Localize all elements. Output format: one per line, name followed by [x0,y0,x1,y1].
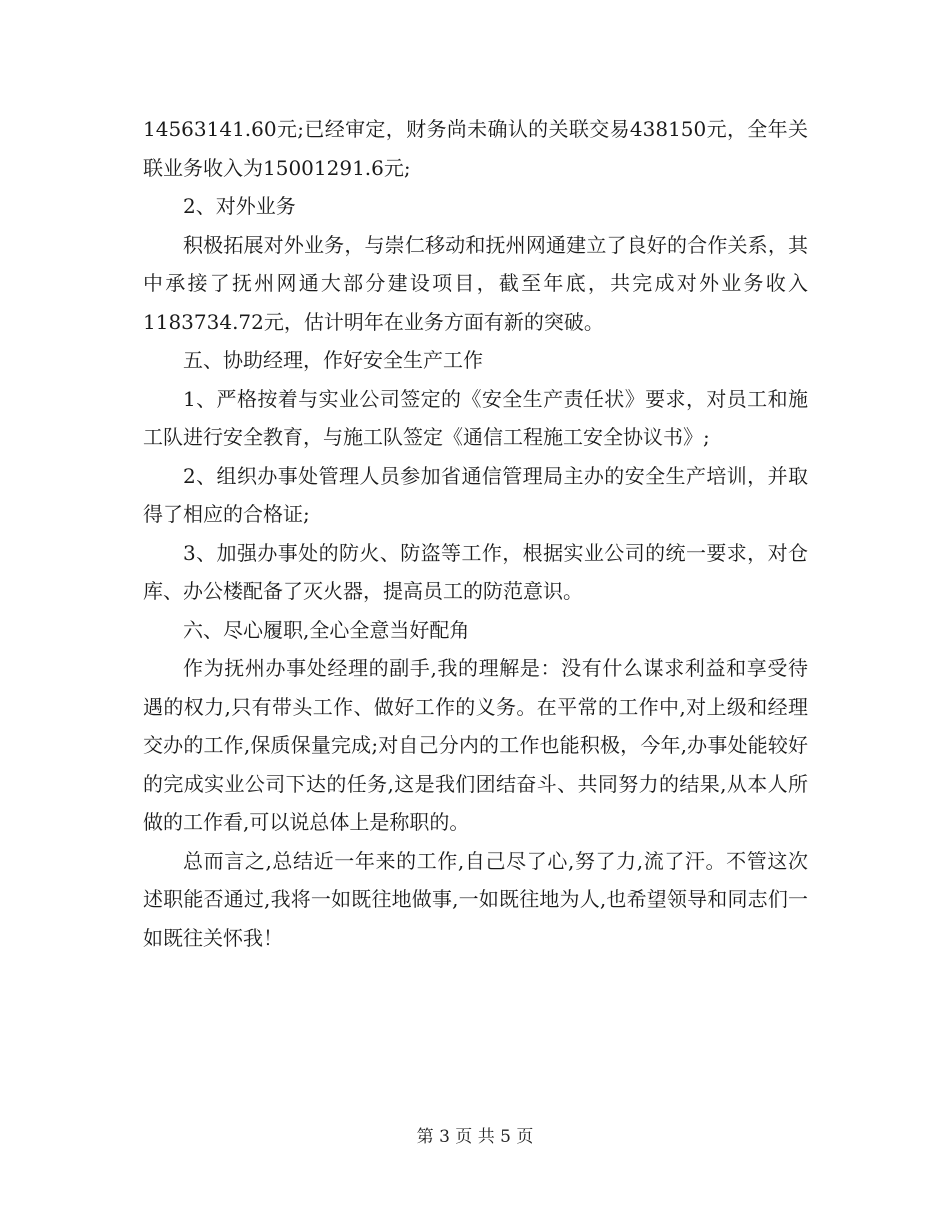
paragraph-conclusion: 总而言之,总结近一年来的工作,自己尽了心,努了力,流了汗。不管这次述职能否通过,我将一如既往地做事,一如既往地为人,也希望领导和同志们一如既往关怀我！ [143,848,808,950]
subheading-external-business: 2、对外业务 [183,194,296,218]
paragraph-continuation: 14563141.60元;已经审定，财务尚未确认的关联交易438150元，全年关联业务收入为15001291.6元; [143,117,808,180]
document-body [143,110,808,957]
paragraph-safety-1: 1、严格按着与实业公司签定的《安全生产责任状》要求，对员工和施工队进行安全教育，与施工队签定《通信工程施工安全协议书》; [143,386,808,449]
heading-duty: 六、尽心履职,全心全意当好配角 [183,617,470,642]
paragraph-external-business: 积极拓展对外业务，与崇仁移动和抚州网通建立了良好的合作关系，其中承接了抚州网通大部分建设项目，截至年底，共完成对外业务收入1183734.72元，估计明年在业务方面有新的突破。 [143,232,808,334]
paragraph-safety-3: 3、加强办事处的防火、防盗等工作，根据实业公司的统一要求，对仓库、办公楼配备了灭火器，提高员工的防范意识。 [143,540,808,603]
page-footer: 第 3 页 共 5 页 [416,1127,534,1147]
heading-safety-production: 五、协助经理，作好安全生产工作 [183,348,483,372]
paragraph-duty: 作为抚州办事处经理的副手,我的理解是：没有什么谋求利益和享受待遇的权力,只有带头工作、做好工作的义务。在平常的工作中,对上级和经理交办的工作,保质保量完成;对自己分内的工作也能积极，今年,办事处能较好的完成实业公司下达的任务,这是我们团结奋斗、共同努力的结果,从本人所做的工作看,可以说总体上是称职的。 [143,656,808,834]
paragraph-safety-2: 2、组织办事处管理人员参加省通信管理局主办的安全生产培训，并取得了相应的合格证; [143,463,808,526]
